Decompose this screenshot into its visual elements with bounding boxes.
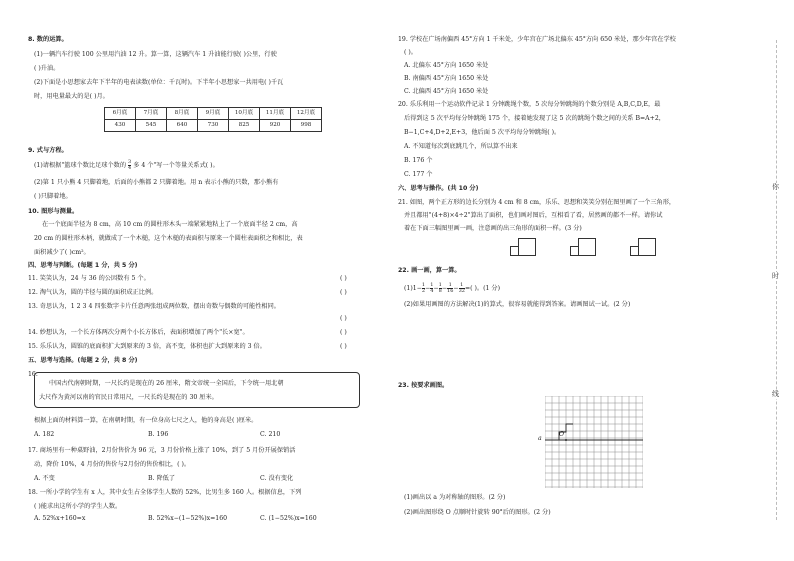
q20-line1: 20. 乐乐利用一个运动软件记录 1 分钟跳绳个数，5 次每分钟跳绳的个数分别是 A,B,C,D,E，最	[398, 101, 661, 108]
q16-number: 16.	[28, 371, 38, 378]
table-value-cell: 640	[167, 120, 198, 132]
q22-part2: (2)如果用画图的方法解决(1)的算式，很容易就能得到答案。请画图试一试。(2 分)	[404, 301, 631, 308]
q22-part1: (1)1− $\frac{1}{2}$ − $\frac{1}{4}$ − $\frac{1}{8}$ − $\frac{1}{16}$ − $\frac{1}{32}$ =( )。(1 分)	[404, 282, 501, 294]
frac-den: 8	[438, 288, 442, 294]
point-o	[565, 439, 567, 441]
q18-line2: ( )能求出这所小学的学生人数。	[34, 503, 122, 510]
q9-part1	[34, 160, 219, 171]
frac-num: 1	[448, 282, 452, 288]
q8-title: 8. 数的运算。	[28, 36, 68, 43]
fraction	[430, 283, 433, 294]
q16-story-box	[34, 372, 360, 408]
table-value-cell: 825	[229, 120, 260, 132]
fraction	[422, 283, 425, 294]
q22-title: 22. 画一画，算一算。	[398, 267, 461, 274]
large-square	[578, 238, 596, 256]
judge-answer-11[interactable]: ( )	[340, 275, 347, 282]
margin-char-2: 时	[772, 272, 779, 280]
q9-part1-pre: (1)请根据"篮球个数比足球个数的	[34, 162, 127, 169]
q16-option-a[interactable]: A. 182	[34, 431, 55, 438]
frac-den: 2	[421, 288, 426, 294]
q20-line3: B−1,C+4,D+2,E+3，他后面 5 次平均每分钟跳绳( )。	[404, 129, 561, 136]
q10-line1: 在一个底面半径为 8 cm，高 10 cm 的圆柱形木头一端紧紧地粘上了一个底面半径 2 cm，高	[42, 221, 298, 228]
q18-option-a[interactable]: A. 52%x+160=x	[34, 515, 86, 522]
section-4-heading: 四、思考与判断。(每题 1 分，共 5 分)	[28, 262, 138, 269]
judge-answer-12[interactable]: ( )	[340, 289, 347, 296]
q19-line1: 19. 学校在广场南偏西 45°方向 1 千米处，少年宫在广场北偏东 45°方向 650 米处，那少年宫在学校	[398, 36, 676, 43]
q16-question: 根据上面的材料算一算，在南朝时期，有一位身高七尺之人，他的身高是( )厘米。	[34, 417, 258, 424]
q22-part1-pre: (1)1−	[404, 285, 422, 292]
q21-line2: 并且都用"(4+8)×4÷2"算出了面积，也们画对图后，互相看了看，居然画的都不一样。请你试	[404, 212, 663, 219]
judge-answer-14[interactable]: ( )	[340, 329, 347, 336]
table-value-cell: 920	[260, 120, 291, 132]
q10-title: 10. 图形与测量。	[28, 208, 79, 215]
q8-part2-line2: 时，用电量最大的是( )月。	[34, 93, 109, 100]
table-header-cell: 12月底	[291, 108, 322, 120]
margin-char-3: 线	[772, 390, 779, 398]
axis-a-label: a	[538, 435, 542, 442]
q18-line1: 18. 一所小学的学生有 x 人，其中女生占全体学生人数的 52%，比男生多 160 人。根据信息，下列	[28, 489, 302, 496]
frac-num: 1	[460, 282, 464, 288]
q17-line2: 动，降价 10%，4 月份的售价与2月份的售价相比，( )。	[34, 461, 191, 468]
q23-drawing-grid[interactable]	[538, 396, 643, 490]
q9-part2-line1: (2)第 1 只小熊 4 只脚着地，后面的小熊都 2 只脚着地。用 n 表示小熊的只数，那小熊有	[34, 179, 279, 186]
table-value-row	[105, 120, 322, 132]
table-value-cell: 430	[105, 120, 136, 132]
judge-item-15: 15. 乐乐认为，圆锥的底面积扩大到原来的 3 倍，高不变，体积也扩大到原来的 3 倍。	[28, 343, 266, 350]
frac-den: 4	[430, 288, 434, 294]
judge-item-12: 12. 淘气认为，圆的半径与圆的面积成正比例。	[28, 289, 158, 296]
q21-line3: 着在下面三幅图里画一画，注意画的出三角形的面积一样。(3 分)	[404, 225, 582, 232]
q9-title: 9. 式与方程。	[28, 147, 68, 154]
table-header-cell: 8月底	[167, 108, 198, 120]
section-6-heading: 六、思考与操作。(共 10 分)	[398, 185, 479, 192]
q8-part2-line1: (2)下面是小思想家去年下半年的电表读数(单位：千瓦时)。下半年小思想家一共用电( )千瓦	[34, 79, 284, 86]
table-header-cell: 7月底	[136, 108, 167, 120]
table-header-cell: 9月底	[198, 108, 229, 120]
judge-item-14: 14. 妙想认为，一个长方体两次分两个小长方体后，表面积增加了两个"长×宽"。	[28, 329, 249, 336]
q23-title: 23. 按要求画图。	[398, 382, 449, 389]
large-square	[638, 238, 656, 256]
q19-line2: ( )。	[404, 49, 417, 56]
table-value-cell: 730	[198, 120, 229, 132]
q19-option-b[interactable]: B. 南偏西 45°方向 1650 米处	[404, 75, 489, 82]
large-square	[518, 238, 536, 256]
q17-option-c[interactable]: C. 没有变化	[260, 475, 294, 482]
q17-line1: 17. 商场里有一种桌野油，2月份售价为 96 元，3 月份价格上涨了 10%，到了 5 月份开展保销活	[28, 447, 296, 454]
binding-margin	[758, 0, 794, 561]
q17-option-a[interactable]: A. 不变	[34, 475, 55, 482]
table-header-cell: 6月底	[105, 108, 136, 120]
frac-num: 1	[438, 282, 442, 288]
q10-line3: 面积减少了( )cm²。	[34, 249, 90, 256]
q17-option-b[interactable]: B. 降低了	[148, 475, 176, 482]
fraction-three-quarters	[128, 160, 131, 171]
q22-part1-post: =( )。(1 分)	[464, 285, 501, 292]
q20-line2: 后得到这 5 次平均每分钟跳绳 175 个，接着她发现了这 5 次的跳绳个数之间的关系 B=A+2，	[404, 115, 665, 122]
fraction	[447, 283, 453, 294]
table-header-cell: 10月底	[229, 108, 260, 120]
q20-option-a[interactable]: A. 不知道每次到底跳几个，所以算不出来	[404, 143, 518, 150]
frac-num: 1	[430, 282, 434, 288]
frac-num: 1	[421, 282, 426, 288]
table-value-cell: 545	[136, 120, 167, 132]
q16-option-b[interactable]: B. 196	[148, 431, 169, 438]
q19-option-c[interactable]: C. 北偏西 45°方向 1650 米处	[404, 88, 489, 95]
frac-den: 32	[458, 288, 465, 294]
judge-item-13: 13. 奇思认为，1 2 3 4 四张数字卡片任意两张组成两位数，摆出奇数与偶数的可能性相同。	[28, 303, 280, 310]
table-header-row	[105, 108, 322, 120]
q20-option-b[interactable]: B. 176 个	[404, 157, 433, 164]
table-header-cell: 11月底	[260, 108, 291, 120]
q18-option-c[interactable]: C. (1−52%)x=160	[260, 515, 317, 522]
judge-answer-13[interactable]: ( )	[340, 315, 347, 322]
frac-den: 4	[128, 165, 132, 171]
judge-answer-15[interactable]: ( )	[340, 343, 347, 350]
q19-option-a[interactable]: A. 北偏东 45°方向 1650 米处	[404, 62, 489, 69]
q23-part2: (2)画出图形绕 O 点顺时针旋转 90°后的图形。(2 分)	[404, 509, 551, 516]
judge-item-11: 11. 笑笑认为，24 与 36 的公因数有 5 个。	[28, 275, 150, 282]
q16-story-line2: 大尺作为黄河以南的官民日常用尺，一尺长约是现在的 30 厘米。	[39, 394, 218, 401]
meter-reading-table	[104, 107, 322, 132]
q10-line2: 20 cm 的圆柱形木柄，就做成了一个木槌，这个木槌的表面积与原来一个圆柱表面积之和相比，表	[34, 235, 303, 242]
point-o-label: O	[559, 431, 565, 438]
q20-option-c[interactable]: C. 177 个	[404, 171, 433, 178]
q23-part1: (1)画出以 a 为对称轴的图形。(2 分)	[404, 494, 506, 501]
frac-num: 3	[128, 159, 132, 165]
section-5-heading: 五、思考与选择。(每题 2 分，共 8 分)	[28, 357, 138, 364]
frac-den: 16	[447, 288, 454, 294]
q16-story-line1: 中国古代南朝时期，一尺长约是现在的 26 厘米，隋文帝统一全国后，下令统一用北朝	[49, 380, 284, 387]
table-value-cell: 998	[291, 120, 322, 132]
fraction	[439, 283, 442, 294]
q16-option-c[interactable]: C. 210	[260, 431, 281, 438]
margin-char-1: 你	[772, 183, 779, 191]
q18-option-b[interactable]: B. 52%x−(1−52%)x=160	[148, 515, 228, 522]
q9-part2-line2: ( )只脚着地。	[34, 193, 72, 200]
q8-part1-line1: (1)一辆汽车行驶 100 公里用汽油 12 升。算一算，这辆汽车 1 升油能行驶( )公里，行驶	[34, 51, 277, 58]
q21-line1: 21. 如图，两个正方形的边长分别为 4 cm 和 8 cm，乐乐、思想和笑笑分别在图里画了一个三角形，	[398, 199, 676, 206]
q8-part1-line2: ( )升油。	[34, 65, 60, 72]
q9-part1-post: 多 4 个"写一个等量关系式( )。	[133, 162, 219, 169]
grid-svg[interactable]	[545, 396, 643, 488]
